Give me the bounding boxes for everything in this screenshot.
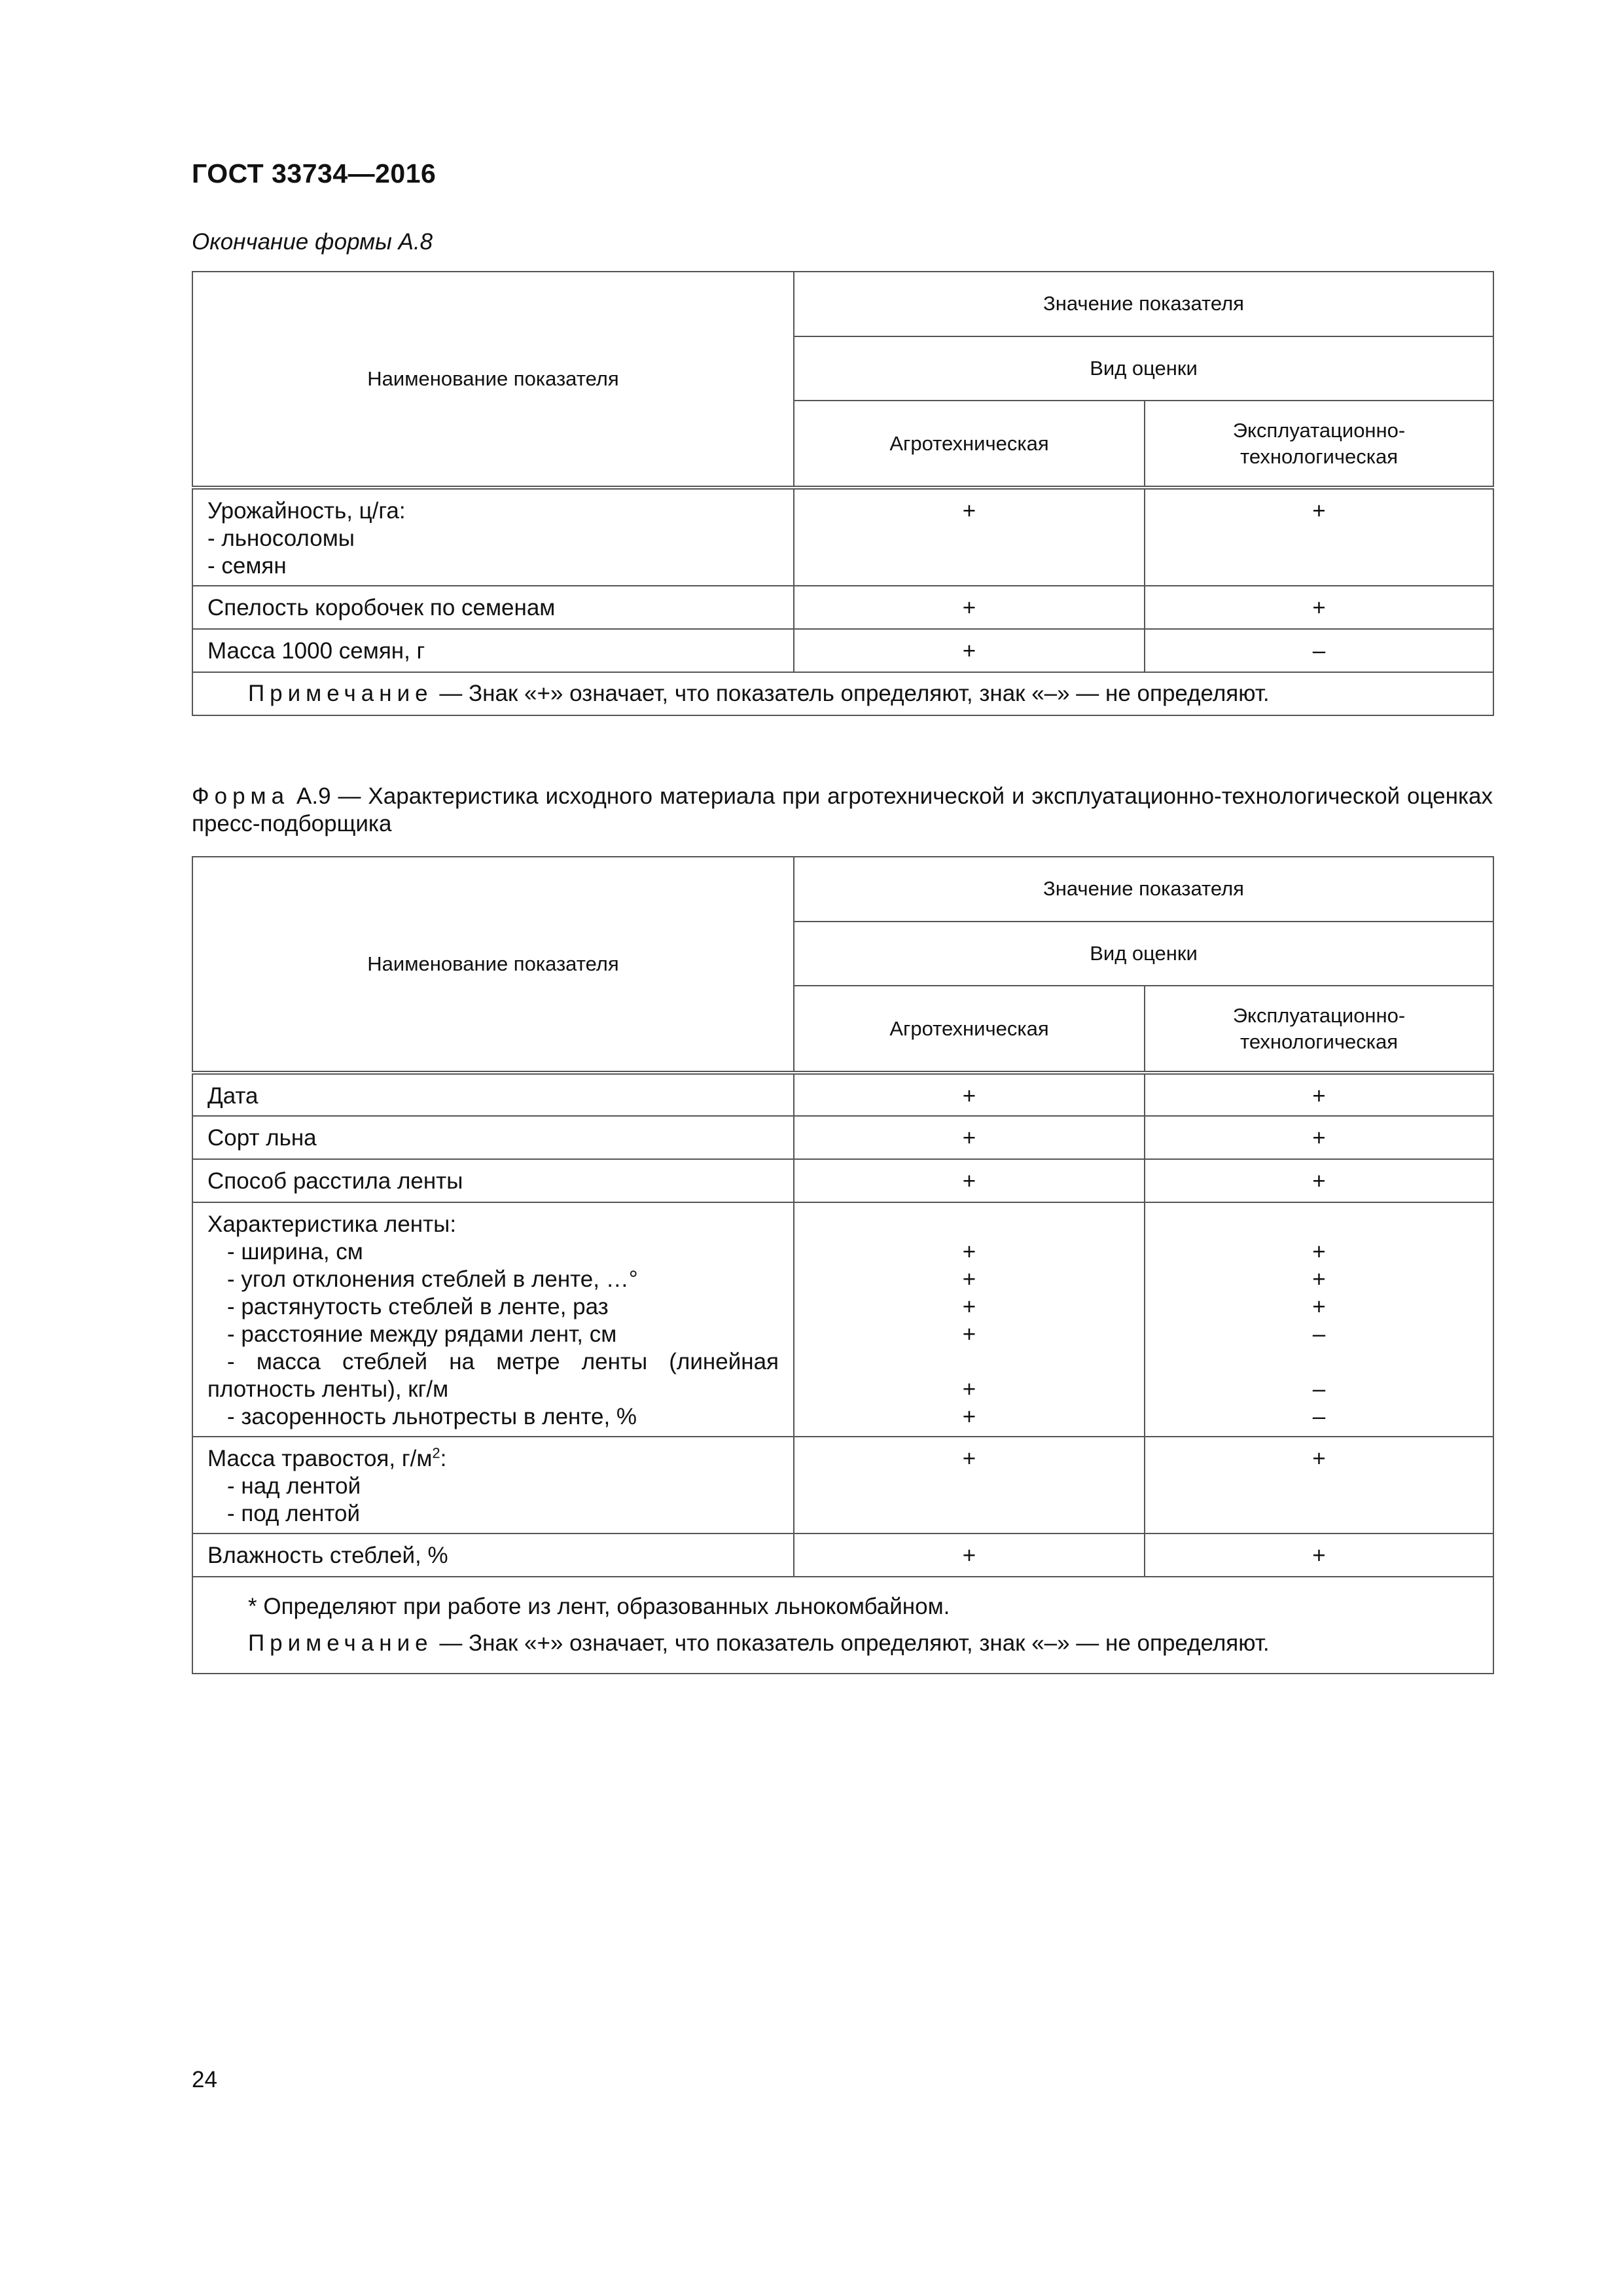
table-note: [192, 672, 1493, 715]
table-row: [192, 1437, 1493, 1534]
cell-agro: +: [794, 1073, 1145, 1116]
cell-value: +: [962, 1376, 976, 1402]
header-operational: [1145, 986, 1493, 1073]
cell-value: –: [1312, 1404, 1326, 1429]
cell-value: [794, 1211, 1144, 1238]
grass-title: [207, 1445, 779, 1473]
header-agrotechnical: Агротехническая: [794, 401, 1145, 488]
grass-item: - под лентой: [227, 1501, 361, 1526]
cell-oper-tape: [1145, 1202, 1493, 1437]
cell-agro-tape: [794, 1202, 1145, 1437]
cell-agro: +: [794, 1116, 1145, 1159]
form-caption-label: Форма: [192, 783, 290, 809]
note-text: — Знак «+» означает, что показатель определяют, знак «–» — не определяют.: [433, 1630, 1270, 1656]
cell-value: –: [1312, 1376, 1326, 1402]
cell-oper: +: [1145, 488, 1493, 586]
table-row: [192, 1159, 1493, 1202]
cell-oper: +: [1145, 1159, 1493, 1202]
form-caption-text: А.9 — Характеристика исходного материала при агротехнической и эксплуатационно-технологической оценках пресс-подборщика: [192, 783, 1493, 836]
cell-value: +: [962, 1294, 976, 1319]
header-indicator-name: Наименование показателя: [192, 272, 794, 488]
table-form-a9: [192, 856, 1494, 1674]
tape-item: - угол отклонения стеблей в ленте, …°: [227, 1266, 638, 1292]
document-standard-id: ГОСТ 33734—2016: [192, 158, 437, 188]
cell-value: +: [962, 1266, 976, 1292]
tape-item: - растянутость стеблей в ленте, раз: [227, 1294, 609, 1319]
cell-value: +: [962, 1404, 976, 1429]
table-row: [192, 488, 1493, 586]
cell-value: +: [962, 1239, 976, 1265]
header-operational: [1145, 401, 1493, 488]
cell-value: +: [962, 1321, 976, 1347]
table-note: [248, 1630, 1478, 1657]
grass-title-text: Масса травостоя, г/м: [207, 1446, 433, 1471]
header-operational-line2: технологическая: [1240, 444, 1399, 468]
table-row: [192, 1073, 1493, 1116]
cell-agro: +: [794, 1534, 1145, 1577]
row-name: Способ расстила ленты: [192, 1159, 794, 1202]
row-name-grass: [192, 1437, 794, 1534]
cell-value: [1145, 1211, 1493, 1238]
note-label: Примечание: [248, 1630, 433, 1656]
cell-value: +: [1312, 1294, 1326, 1319]
table-row: [192, 1534, 1493, 1577]
grass-title-suffix: :: [440, 1446, 447, 1471]
table-footnotes: [192, 1577, 1493, 1674]
cell-oper: +: [1145, 1073, 1493, 1116]
cell-oper: +: [1145, 1534, 1493, 1577]
row-name-line: Урожайность, ц/га:: [207, 498, 406, 524]
page-number: 24: [192, 2067, 217, 2092]
note-text: — Знак «+» означает, что показатель определяют, знак «–» — не определяют.: [433, 681, 1270, 706]
tape-item: - засоренность льнотресты в ленте, %: [227, 1404, 637, 1429]
table-row: [192, 1116, 1493, 1159]
row-name-line: - семян: [207, 553, 287, 579]
header-indicator-value: Значение показателя: [794, 857, 1493, 922]
table-form-a8: [192, 271, 1494, 716]
cell-oper: +: [1145, 1437, 1493, 1534]
note-label: Примечание: [248, 681, 433, 706]
cell-value: +: [1312, 1239, 1326, 1265]
cell-value: –: [1312, 1321, 1326, 1347]
cell-oper: –: [1145, 629, 1493, 672]
tape-item: - расстояние между рядами лент, см: [227, 1321, 617, 1347]
tape-item: плотность ленты), кг/м: [207, 1376, 449, 1402]
row-name: Сорт льна: [192, 1116, 794, 1159]
tape-item: - масса стеблей на метре ленты (линейная: [227, 1349, 779, 1374]
row-name-tape: [192, 1202, 794, 1437]
header-operational-line2: технологическая: [1240, 1030, 1399, 1053]
row-name: Спелость коробочек по семенам: [192, 586, 794, 629]
table-row: [192, 1202, 1493, 1437]
row-name-yield: [192, 488, 794, 586]
header-indicator-value: Значение показателя: [794, 272, 1493, 336]
tape-item: - ширина, см: [227, 1239, 363, 1265]
header-operational-line1: Эксплуатационно-: [1232, 418, 1406, 442]
cell-value: [1145, 1348, 1493, 1376]
header-assessment-type: Вид оценки: [794, 336, 1493, 401]
header-agrotechnical: Агротехническая: [794, 986, 1145, 1073]
form-a9-caption: [192, 783, 1493, 838]
header-assessment-type: Вид оценки: [794, 922, 1493, 986]
grass-title-sup: 2: [432, 1444, 440, 1462]
table-row: [192, 586, 1493, 629]
row-name: Влажность стеблей, %: [192, 1534, 794, 1577]
row-name: Дата: [192, 1073, 794, 1116]
row-name-line: - льносоломы: [207, 526, 355, 551]
cell-oper: +: [1145, 1116, 1493, 1159]
grass-item: - над лентой: [227, 1473, 361, 1499]
header-operational-line1: Эксплуатационно-: [1232, 1003, 1406, 1027]
cell-value: [794, 1348, 1144, 1376]
cell-oper: +: [1145, 586, 1493, 629]
cell-agro: +: [794, 1159, 1145, 1202]
footnote: * Определяют при работе из лент, образованных льнокомбайном.: [248, 1594, 950, 1619]
continuation-title: Окончание формы А.8: [192, 229, 433, 255]
cell-agro: +: [794, 629, 1145, 672]
cell-agro: +: [794, 586, 1145, 629]
cell-value: +: [1312, 1266, 1326, 1292]
tape-title: Характеристика ленты:: [207, 1211, 457, 1237]
header-indicator-name: Наименование показателя: [192, 857, 794, 1073]
cell-agro: +: [794, 488, 1145, 586]
table-row: [192, 629, 1493, 672]
cell-agro: +: [794, 1437, 1145, 1534]
row-name: Масса 1000 семян, г: [192, 629, 794, 672]
